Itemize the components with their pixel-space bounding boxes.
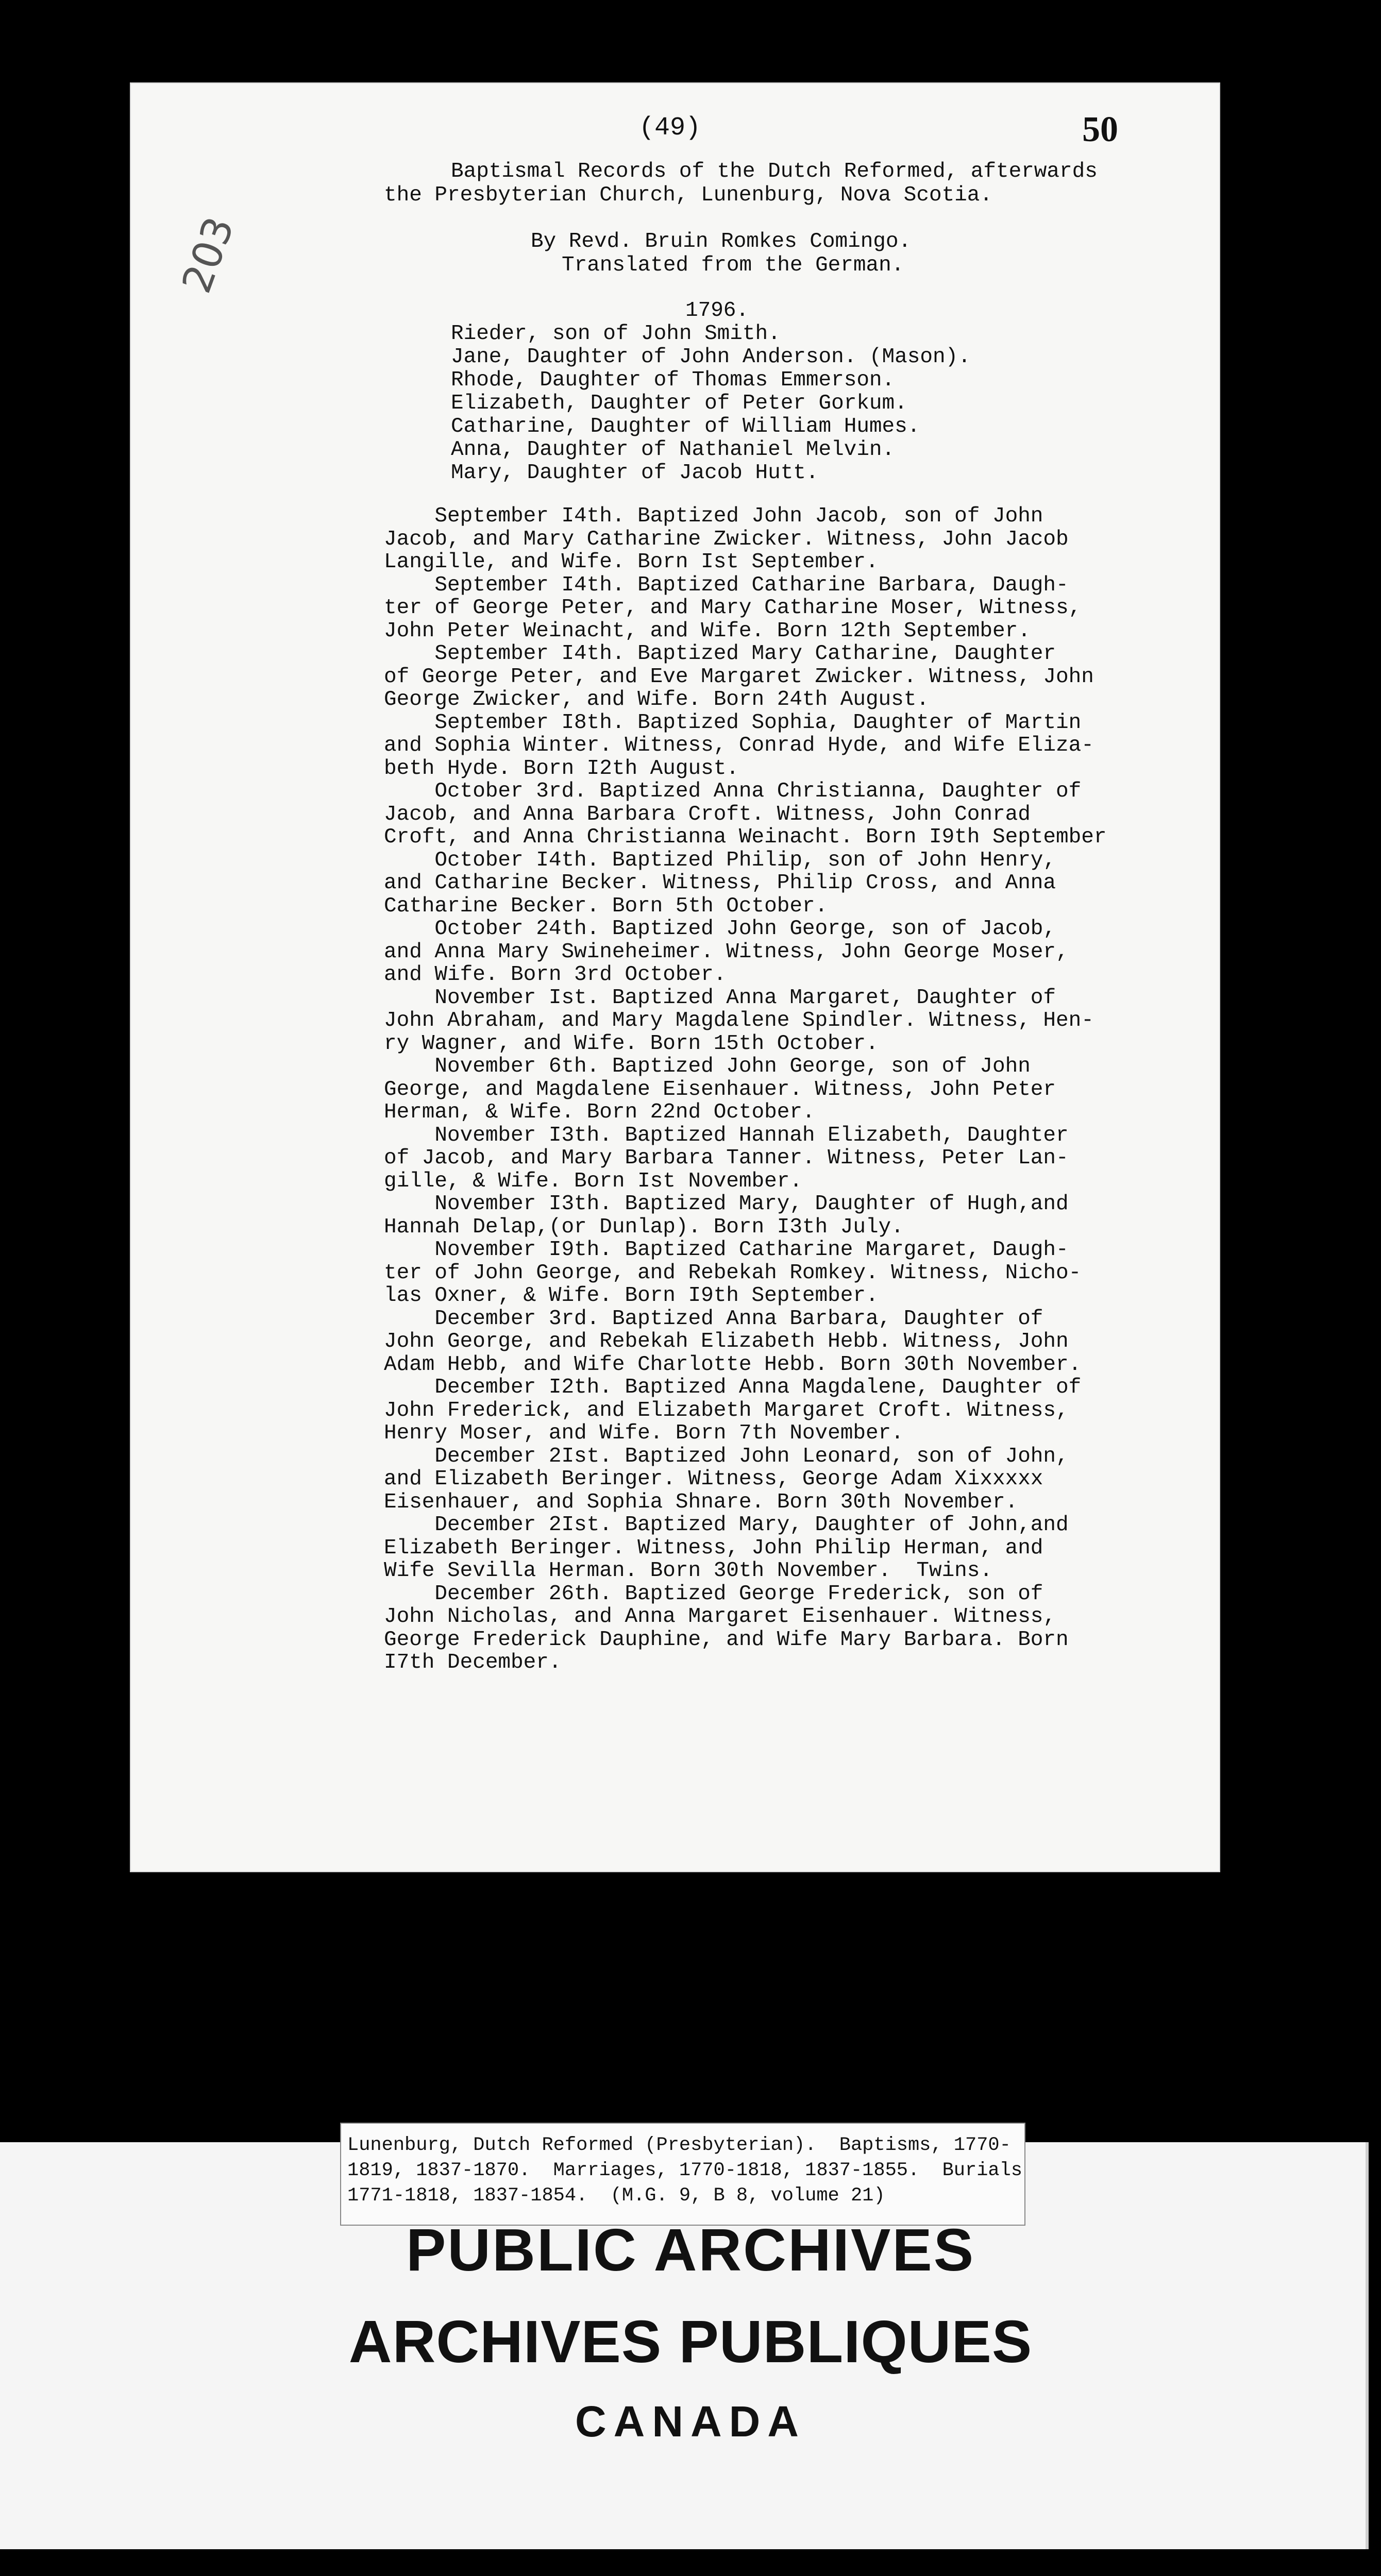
baptism-name-list xyxy=(451,323,971,485)
list-item: Rhode, Daughter of Thomas Emmerson. xyxy=(451,368,895,392)
list-item: Elizabeth, Daughter of Peter Gorkum. xyxy=(451,392,907,415)
archive-country: CANADA xyxy=(575,2397,806,2446)
translation-line: Translated from the German. xyxy=(562,253,904,277)
list-item: Rieder, son of John Smith. xyxy=(451,322,781,346)
title-line-2: the Presbyterian Church, Lunenburg, Nova Scotia. xyxy=(384,183,992,207)
page-number-original: (49) xyxy=(639,113,701,143)
page-number-stamp: 50 xyxy=(1082,110,1118,149)
baptism-records-text: September I4th. Baptized John Jacob, son of John Jacob, and Mary Catharine Zwicker. Witness, John Jacob Langille, and Wife. Born Ist September. September I4th. Baptized Catharine Barbara, Daugh- ter of George Peter, and Mary Catharine Moser, Witness, John Peter Weinacht, and Wife. Born 12th September. September I4th. Baptized Mary Catharine, Daughter of George Peter, and Eve Margaret Zwicker. Witness, John George Zwicker, and Wife. Born 24th August. September I8th. Baptized Sophia, Daughter of Martin and Sophia Winter. Witness, Conrad Hyde, and Wife Eliza- beth Hyde. Born I2th August. October 3rd. Baptized Anna Christianna, Daughter of Jacob, and Anna Barbara Croft. Witness, John Conrad Croft, and Anna Christianna Weinacht. Born I9th September October I4th. Baptized Philip, son of John Henry, and Catharine Becker. Witness, Philip Cross, and Anna Catharine Becker. Born 5th October. October 24th. Baptized John George, son of Jacob, and Anna Mary Swineheimer. Witness, John George Moser, and Wife. Born 3rd October. November Ist. Baptized Anna Margaret, Daughter of John Abraham, and Mary Magdalene Spindler. Witness, Hen- ry Wagner, and Wife. Born 15th October. November 6th. Baptized John George, son of John George, and Magdalene Eisenhauer. Witness, John Peter Herman, & Wife. Born 22nd October. November I3th. Baptized Hannah Elizabeth, Daughter of Jacob, and Mary Barbara Tanner. Witness, Peter Lan- gille, & Wife. Born Ist November. November I3th. Baptized Mary, Daughter of Hugh,and Hannah Delap,(or Dunlap). Born I3th July. November I9th. Baptized Catharine Margaret, Daugh- ter of John George, and Rebekah Romkey. Witness, Nicho- las Oxner, & Wife. Born I9th September. December 3rd. Baptized Anna Barbara, Daughter of John George, and Rebekah Elizabeth Hebb. Witness, John Adam Hebb, and Wife Charlotte Hebb. Born 30th November. December I2th. Baptized Anna Magdalene, Daughter of John Frederick, and Elizabeth Margaret Croft. Witness, Henry Moser, and Wife. Born 7th November. December 2Ist. Baptized John Leonard, son of John, and Elizabeth Beringer. Witness, George Adam Xixxxxx Eisenhauer, and Sophia Shnare. Born 30th November. December 2Ist. Baptized Mary, Daughter of John,and Elizabeth Beringer. Witness, John Philip Herman, and Wife Sevilla Herman. Born 30th November. Twins. December 26th. Baptized George Frederick, son of John Nicholas, and Anna Margaret Eisenhauer. Witness, George Frederick Dauphine, and Wife Mary Barbara. Born I7th December. xyxy=(384,504,1107,1674)
list-item: Catharine, Daughter of William Humes. xyxy=(451,415,920,438)
title-line-1: Baptismal Records of the Dutch Reformed, afterwards xyxy=(451,160,1098,183)
year-heading: 1796. xyxy=(685,299,749,323)
list-item: Mary, Daughter of Jacob Hutt. xyxy=(451,461,819,485)
archive-name-english: PUBLIC ARCHIVES xyxy=(406,2216,975,2283)
catalog-slip: Lunenburg, Dutch Reformed (Presbyterian). Baptisms, 1770- 1819, 1837-1870. Marriages, 1770-1818, 1837-1855. Burials 1771-1818, 1837-1854. (M.G. 9, B 8, volume 21) xyxy=(340,2123,1025,2226)
archive-name-french: ARCHIVES PUBLIQUES xyxy=(348,2308,1033,2375)
author-line: By Revd. Bruin Romkes Comingo. xyxy=(531,230,912,253)
handwritten-margin-note: 203 xyxy=(173,211,244,299)
list-item: Anna, Daughter of Nathaniel Melvin. xyxy=(451,438,895,462)
list-item: Jane, Daughter of John Anderson. (Mason). xyxy=(451,345,971,369)
